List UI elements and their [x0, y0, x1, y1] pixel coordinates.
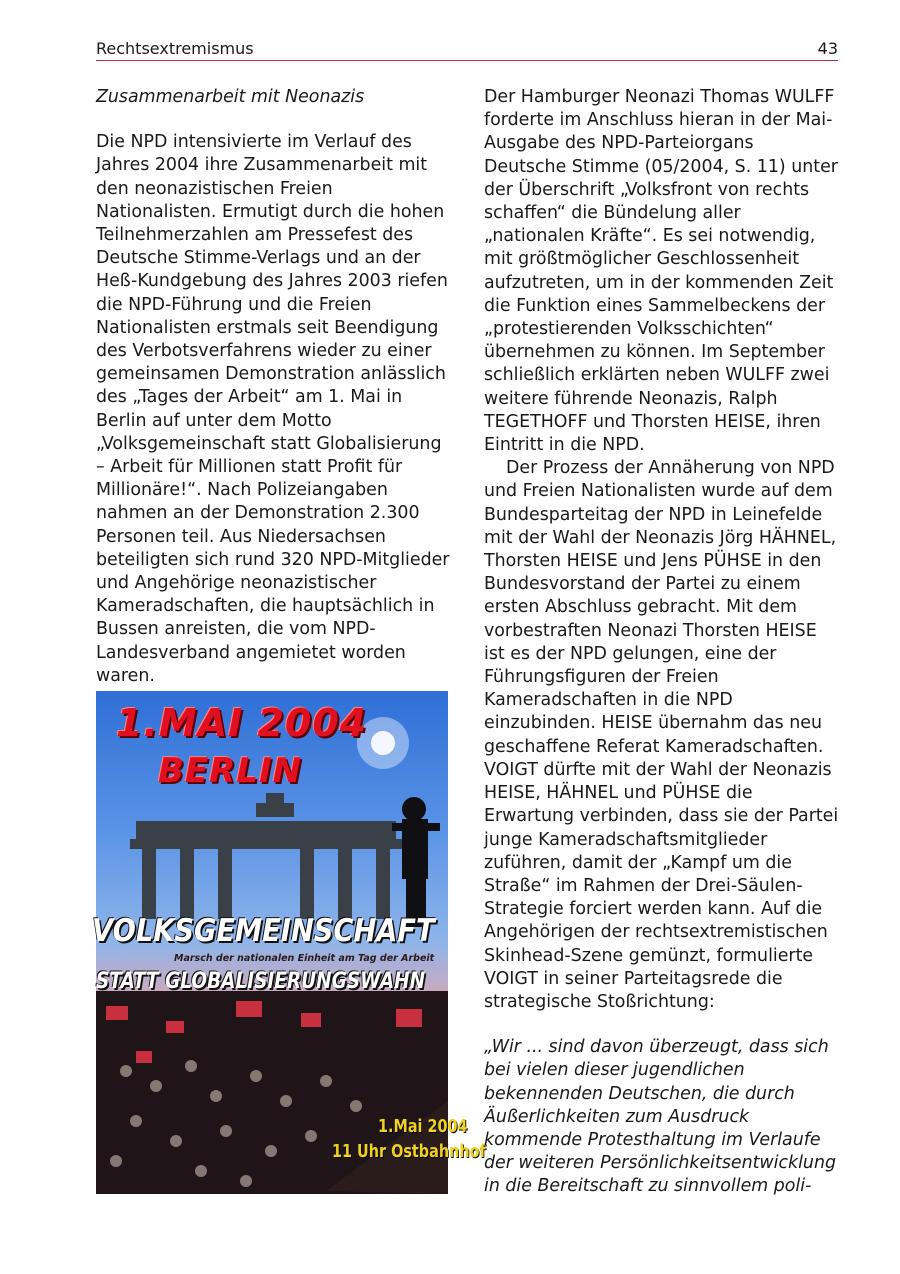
left-column — [96, 86, 452, 688]
poster-title-date: 1.MAI 2004 — [116, 701, 368, 745]
right-paragraph-1: Der Hamburger Neonazi Thomas WULFF forderte im Anschluss hieran in der Mai-Ausgabe des NPD-Parteiorgans Deutsche Stimme (05/2004, S. 11) unter der Überschrift „Volksfront von rechts schaffen“ die Bündelung aller „nationalen Kräfte“. Es sei notwendig, mit größtmöglicher Geschlossenheit aufzutreten, um in der kommenden Zeit die Funktion eines Sammelbeckens der „protestierenden Volksschichten“ übernehmen zu können. Im September schließlich erklärten neben WULFF zwei weitere führende Neonazis, Ralph TEGETHOFF und Thorsten HEISE, ihren Eintritt in die NPD. — [484, 87, 838, 456]
left-paragraph: Die NPD intensivierte im Verlauf des Jahres 2004 ihre Zusammenarbeit mit den neonazistischen Freien Nationalisten. Ermutigt durch die hohen Teilnehmerzahlen am Pressefest des Deutsche Stimme-Verlags und an der Heß-Kundgebung des Jahres 2003 riefen die NPD-Führung und die Freien Nationalisten erstmals seit Beendigung des Verbotsverfahrens wieder zu einer gemeinsamen Demonstration anlässlich des „Tages der Arbeit“ am 1. Mai in Berlin auf unter dem Motto „Volksgemeinschaft statt Globalisierung – Arbeit für Millionen statt Profit für Millionäre!“. Nach Polizeiangaben nahmen an der Demonstration 2.300 Personen teil. Aus Niedersachsen beteiligten sich rund 320 NPD-Mitglieder und Angehörige neonazistischer Kameradschaften, die hauptsächlich in Bussen anreisten, die vom NPD-Landesverband angemietet worden waren. — [96, 132, 450, 686]
poster-slogan-line1: VOLKSGEMEINSCHAFT — [92, 913, 435, 949]
right-paragraph-2: Der Prozess der Annäherung von NPD und Freien Nationalisten wurde auf dem Bundesparteitag der NPD in Leinefelde mit der Wahl der Neonazis Jörg HÄHNEL, Thorsten HEISE und Jens PÜHSE in den Bundesvorstand der Partei zu einem ersten Abschluss gebracht. Mit dem vorbestraften Neonazi Thorsten HEISE ist es der NPD gelungen, eine der Führungsfiguren der Freien Kameradschaften in die NPD einzubinden. HEISE übernahm das neu geschaffene Referat Kameradschaften. VOIGT dürfte mit der Wahl der Neonazis HEISE, HÄHNEL und PÜHSE die Erwartung verbinden, dass sie der Partei junge Kameradschaftsmitglieder zuführen, damit der „Kampf um die Straße“ im Rahmen der Drei-Säulen-Strategie forciert werden kann. Auf die Angehörigen der rechtsextremistischen Skinhead-Szene gemünzt, formulierte VOIGT in seiner Parteitagsrede die strategische Stoßrichtung: — [484, 458, 839, 1012]
section-title: Rechtsextremismus — [96, 39, 254, 58]
poster-place: 11 Uhr Ostbahnhof — [332, 1141, 486, 1162]
subheading: Zusammenarbeit mit Neonazis — [96, 87, 365, 107]
page-header — [96, 40, 838, 61]
page-number: 43 — [817, 39, 838, 58]
demo-poster-image — [92, 691, 486, 1194]
poster-slogan-line2: STATT GLOBALISIERUNGSWAHN — [96, 969, 426, 994]
quote-paragraph: „Wir ... sind davon überzeugt, dass sich bei vielen dieser jugendlichen bekennenden Deutschen, die durch Äußerlichkeiten zum Ausdruck kommende Protesthaltung im Verlaufe der weiteren Persönlichkeitsentwicklung in die Bereitschaft zu sinnvollem poli- — [484, 1037, 837, 1197]
poster-date: 1.Mai 2004 — [378, 1116, 468, 1137]
poster-subline: Marsch der nationalen Einheit am Tag der Arbeit — [174, 953, 435, 964]
right-column — [484, 86, 840, 1199]
poster-title-city: BERLIN — [158, 751, 303, 791]
